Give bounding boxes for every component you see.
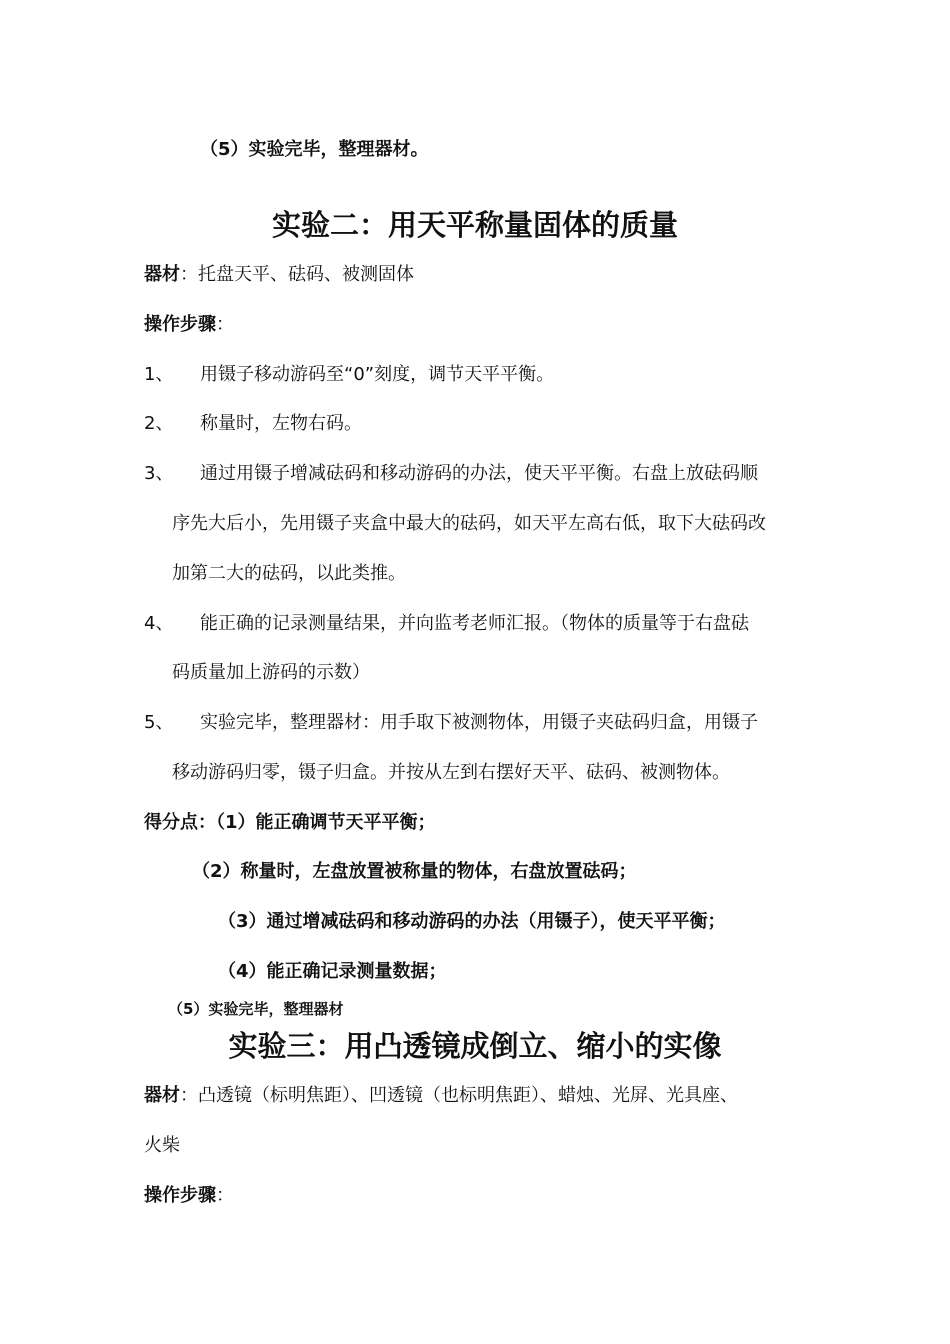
step-4-continuation: 码质量加上游码的示数） bbox=[172, 662, 370, 683]
exp2-materials-text: ：托盘天平、砝码、被测固体 bbox=[180, 264, 414, 285]
exp3-materials-continuation: 火柴 bbox=[144, 1135, 180, 1156]
step-number: 3、 bbox=[144, 463, 174, 484]
score-point: （3）通过增减砝码和移动游码的办法（用镊子），使天平平衡； bbox=[218, 911, 726, 932]
exp2-steps-label: 操作步骤 bbox=[144, 314, 216, 335]
step-number: 4、 bbox=[144, 613, 174, 634]
exp3-materials-text: ：凸透镜（标明焦距）、凹透镜（也标明焦距）、蜡烛、光屏、光具座、 bbox=[180, 1085, 738, 1106]
score-point-1-line bbox=[144, 811, 436, 835]
step-5-continuation: 移动游码归零，镊子归盒。并按从左到右摆好天平、砝码、被测物体。 bbox=[172, 762, 730, 783]
step-5 bbox=[144, 711, 758, 735]
step-number: 2、 bbox=[144, 413, 174, 434]
exp3-steps-colon: ： bbox=[216, 1185, 234, 1206]
exp3-steps-heading bbox=[144, 1184, 234, 1208]
top-item: （5）实验完毕，整理器材。 bbox=[200, 139, 429, 160]
exp2-materials-label: 器材 bbox=[144, 264, 180, 285]
score-point: （1）能正确调节天平平衡； bbox=[216, 812, 436, 833]
step-2 bbox=[144, 412, 362, 436]
exp2-steps-colon: ： bbox=[216, 314, 234, 335]
step-3-continuation: 序先大后小，先用镊子夹盒中最大的砝码，如天平左高右低，取下大砝码改 bbox=[172, 513, 766, 534]
step-3-continuation: 加第二大的砝码，以此类推。 bbox=[172, 563, 406, 584]
exp3-steps-label: 操作步骤 bbox=[144, 1185, 216, 1206]
exp2-materials bbox=[144, 263, 414, 287]
step-text: 通过用镊子增减砝码和移动游码的办法，使天平平衡。右盘上放砝码顺 bbox=[200, 463, 758, 484]
step-number: 1、 bbox=[144, 364, 174, 385]
exp2-steps-heading bbox=[144, 313, 234, 337]
step-number: 5、 bbox=[144, 712, 174, 733]
step-4 bbox=[144, 612, 749, 636]
step-text: 称量时，左物右码。 bbox=[200, 413, 362, 434]
score-point: （4）能正确记录测量数据； bbox=[218, 961, 447, 982]
step-text: 用镊子移动游码至“0”刻度，调节天平平衡。 bbox=[200, 364, 555, 385]
step-3 bbox=[144, 462, 758, 486]
exp2-title: 实验二：用天平称量固体的质量 bbox=[271, 208, 678, 242]
step-text: 实验完毕，整理器材：用手取下被测物体，用镊子夹砝码归盒，用镊子 bbox=[200, 712, 758, 733]
exp3-materials bbox=[144, 1084, 738, 1108]
exp3-materials-label: 器材 bbox=[144, 1085, 180, 1106]
score-label: 得分点： bbox=[144, 812, 216, 833]
step-1 bbox=[144, 363, 554, 387]
score-point: （2）称量时，左盘放置被称量的物体，右盘放置砝码； bbox=[192, 861, 637, 882]
exp3-title: 实验三：用凸透镜成倒立、缩小的实像 bbox=[228, 1029, 722, 1063]
step-text: 能正确的记录测量结果，并向监考老师汇报。（物体的质量等于右盘砝 bbox=[200, 613, 749, 634]
score-point: （5）实验完毕，整理器材 bbox=[168, 1000, 344, 1018]
